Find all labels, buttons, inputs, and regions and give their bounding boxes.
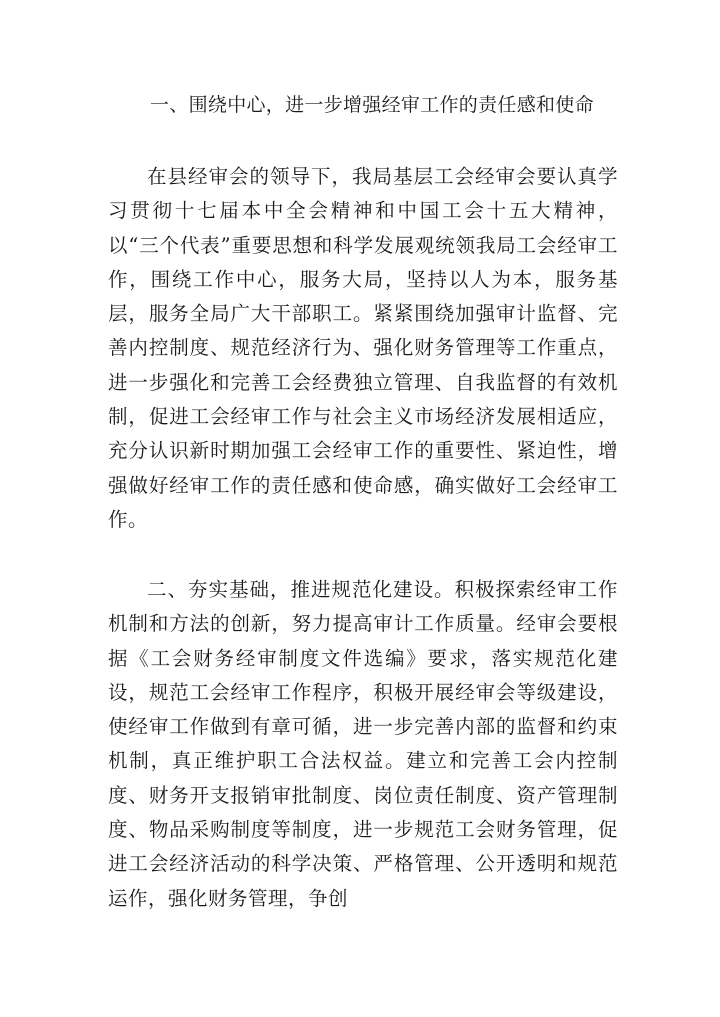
section-heading: 一、围绕中心，进一步增强经审工作的责任感和使命: [150, 94, 594, 116]
paragraph-foundation: 二、夯实基础，推进规范化建设。积极探索经审工作机制和方法的创新，努力提高审计工作质量。经审会要根据《工会财务经审制度文件选编》要求，落实规范化建设，规范工会经审工作程序，积极开展经审会等级建设，使经审工作做到有章可循，进一步完善内部的监督和约束机制，真正维护职工合法权益。建立和完善工会内控制度、财务开支报销审批制度、岗位责任制度、资产管理制度、物品采购制度等制度，进一步规范工会财务管理，促进工会经济活动的科学决策、严格管理、公开透明和规范运作，强化财务管理，争创: [108, 578, 618, 910]
paragraph-leadership: 在县经审会的领导下，我局基层工会经审会要认真学习贯彻十七届本中全会精神和中国工会十五大精神，以“三个代表”重要思想和科学发展观统领我局工会经审工作，围绕工作中心，服务大局，坚持以人为本，服务基层，服务全局广大干部职工。紧紧围绕加强审计监督、完善内控制度、规范经济行为、强化财务管理等工作重点，进一步强化和完善工会经费独立管理、自我监督的有效机制，促进工会经审工作与社会主义市场经济发展相适应，充分认识新时期加强工会经审工作的重要性、紧迫性，增强做好经审工作的责任感和使命感，确实做好工会经审工作。: [108, 165, 618, 531]
